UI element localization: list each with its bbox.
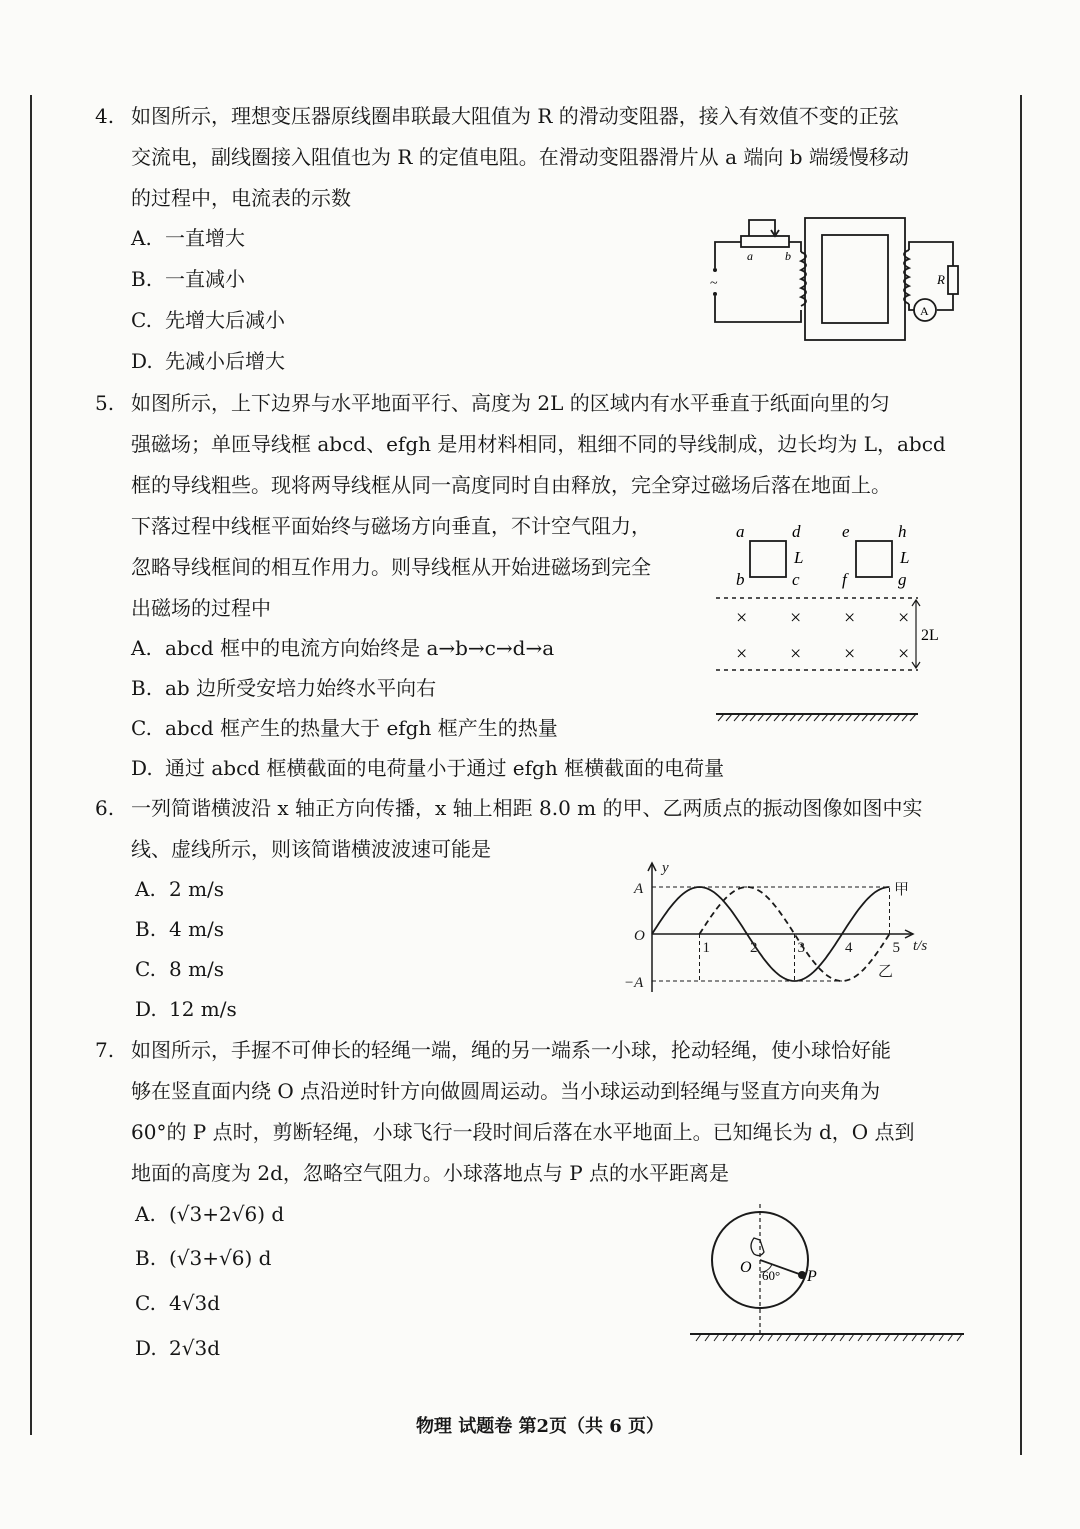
left-margin-line [30, 95, 32, 1435]
x-tick-label: 1 [702, 940, 710, 956]
option-c: C. 4√3d [135, 1291, 220, 1315]
page-footer: 物理 试题卷 第2页（共 6 页） [415, 1416, 665, 1437]
question-number: 7. [95, 1038, 115, 1062]
svg-text:×: × [844, 643, 856, 665]
y-tick-label: O [634, 928, 645, 944]
option-b: B. (√3+√6) d [135, 1246, 272, 1270]
question-number: 4. [95, 104, 115, 128]
option-a: A. 2 m/s [135, 877, 225, 901]
angle-label: 60° [762, 1268, 781, 1283]
label-p: P [807, 1268, 817, 1285]
label-o: O [740, 1259, 752, 1276]
circular-motion-figure [690, 1200, 970, 1355]
svg-text:×: × [736, 643, 748, 665]
label-d: d [792, 522, 801, 541]
option-c: C. 先增大后减小 [131, 308, 285, 332]
svg-text:×: × [736, 607, 748, 629]
option-c: C. 8 m/s [135, 957, 225, 981]
x-axis-label: t/s [913, 938, 928, 954]
label-a: a [736, 522, 745, 541]
ac-source-symbol: ~ [710, 276, 718, 291]
transformer-circuit-figure [705, 210, 970, 345]
x-tick-label: 4 [845, 940, 853, 956]
question-7: 7. 如图所示，手握不可伸长的轻绳一端，绳的另一端系一小球，抡动轻绳，使小球恰好能 够在竖直面内绕 O 点沿逆时针方向做圆周运动。当小球运动到轻绳与竖直方向夹角为 60°的 P 点时，剪断轻绳，小球飞行一段时间后落在水平地面上。已知绳长为 d，O 点到 地面的高度为 2d，忽略空气阻力。小球落地点与 P 点的水平距离是 [95, 1030, 975, 1194]
y-axis-label: y [662, 860, 669, 876]
ground-hatch [718, 714, 916, 721]
label-f: f [842, 570, 847, 589]
option-a: A. (√3+2√6) d [135, 1202, 285, 1226]
option-a: A. abcd 框中的电流方向始终是 a→b→c→d→a [131, 636, 555, 660]
option-d: D. 先减小后增大 [131, 349, 285, 373]
label-a: a [747, 249, 753, 263]
legend-yi: 乙 [878, 964, 894, 980]
height-label: 2L [921, 627, 939, 644]
ammeter-label: A [920, 304, 929, 318]
option-c: C. abcd 框产生的热量大于 efgh 框产生的热量 [131, 716, 558, 740]
question-5: 5. 如图所示，上下边界与水平地面平行、高度为 2L 的区域内有水平垂直于纸面向里的匀 强磁场；单匝导线框 abcd、efgh 是用材料相同，粗细不同的导线制成，边长均为 L，abcd 框的导线粗些。现将两导线框从同一高度同时自由释放，完全穿过磁场后落在地面上。 下落过程中线框平面始终与磁场方向垂直，不计空气阻力， 忽略导线框间的相互作用力。则导线框从开始进磁场到完全 出磁场的过程中 [95, 383, 975, 629]
label-c: c [792, 570, 800, 589]
label-b: b [736, 570, 745, 589]
question-6: 6. 一列简谐横波沿 x 轴正方向传播，x 轴上相距 8.0 m 的甲、乙两质点的振动图像如图中实 线、虚线所示，则该简谐横波波速可能是 [95, 788, 975, 870]
option-d: D. 通过 abcd 框横截面的电荷量小于通过 efgh 框横截面的电荷量 [131, 756, 725, 780]
label-h: h [898, 522, 907, 541]
option-b: B. 4 m/s [135, 917, 225, 941]
hand-icon [751, 1238, 764, 1256]
option-b: B. 一直减小 [131, 267, 245, 291]
right-margin-line [1020, 95, 1022, 1455]
y-tick-label: A [634, 881, 644, 897]
magnetic-field-figure [710, 515, 960, 725]
legend-jia: 甲 [894, 882, 910, 898]
label-e: e [842, 522, 850, 541]
y-tick-label: −A [624, 975, 644, 991]
ground-hatch [696, 1334, 962, 1341]
question-4: 4. 如图所示，理想变压器原线圈串联最大阻值为 R 的滑动变阻器，接入有效值不变的正弦 交流电，副线圈接入阻值也为 R 的定值电阻。在滑动变阻器滑片从 a 端向 b 端缓慢移动 的过程中，电流表的示数 [95, 96, 975, 219]
label-b: b [785, 249, 791, 263]
label-l: L [794, 548, 804, 567]
svg-text:×: × [790, 607, 802, 629]
svg-text:×: × [790, 643, 802, 665]
option-d: D. 2√3d [135, 1336, 220, 1360]
label-r: R [937, 272, 945, 287]
svg-text:×: × [844, 607, 856, 629]
label-g: g [898, 570, 907, 589]
x-tick-label: 3 [797, 940, 805, 956]
vibration-graph [618, 858, 948, 998]
option-a: A. 一直增大 [131, 226, 245, 250]
frame-abcd [750, 541, 786, 577]
option-d: D. 12 m/s [135, 997, 237, 1021]
question-number: 6. [95, 796, 115, 820]
x-tick-label: 5 [892, 940, 900, 956]
ball [798, 1271, 806, 1279]
option-b: B. ab 边所受安培力始终水平向右 [131, 676, 437, 700]
question-number: 5. [95, 391, 115, 415]
svg-text:×: × [898, 607, 910, 629]
frame-efgh [856, 541, 892, 577]
label-l: L [900, 548, 910, 567]
x-tick-label: 2 [750, 940, 758, 956]
svg-text:×: × [898, 643, 910, 665]
